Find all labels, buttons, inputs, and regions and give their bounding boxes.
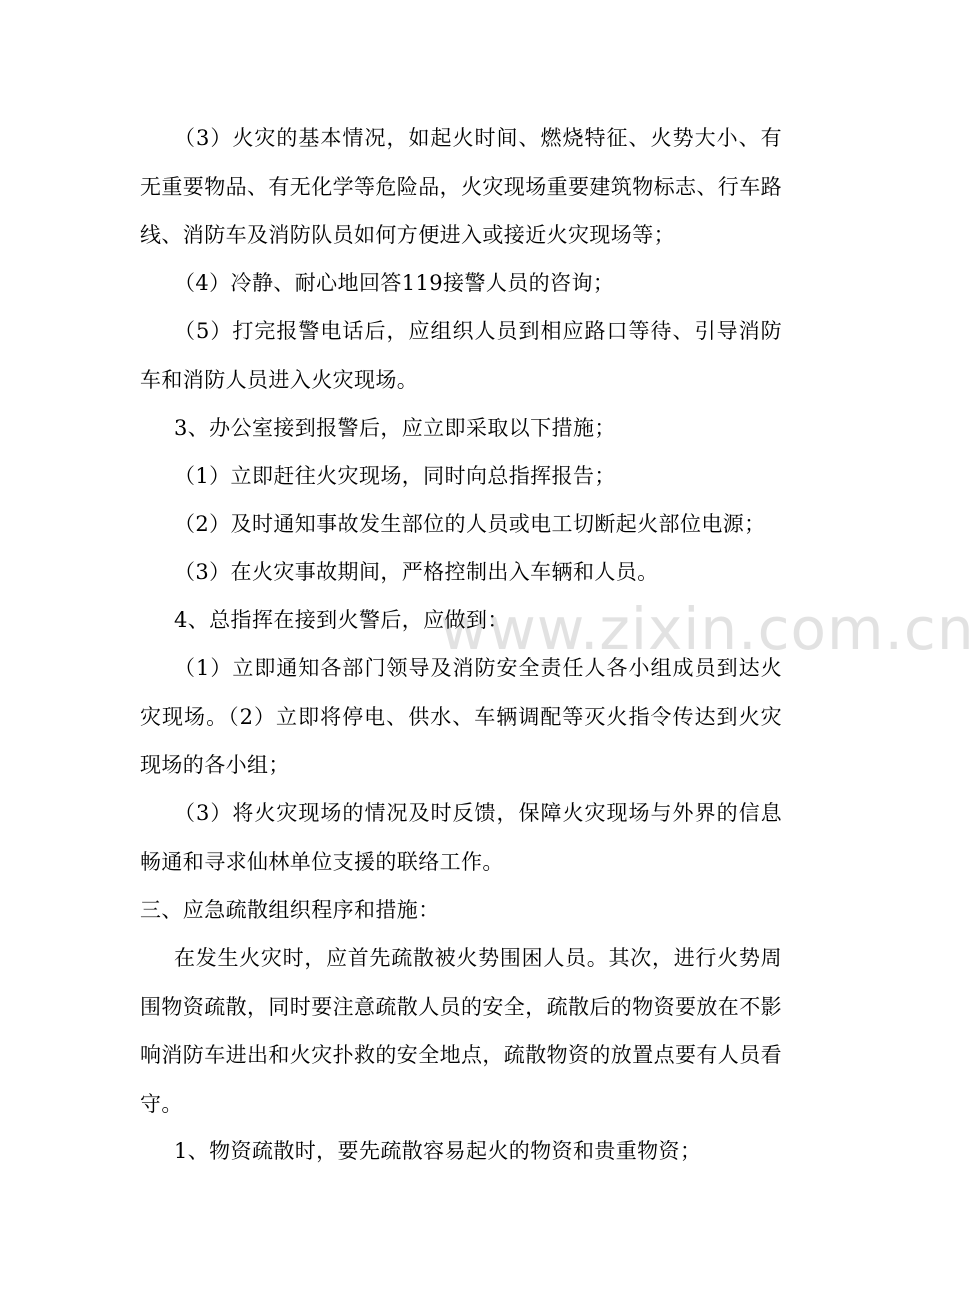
paragraph-cut-power: （2）及时通知事故发生部位的人员或电工切断起火部位电源；: [174, 512, 766, 536]
paragraph-answer-inquiry: （4）冷静、耐心地回答119接警人员的咨询；: [174, 271, 615, 295]
paragraph-evacuation-principle: 在发生火灾时，应首先疏散被火势围困人员。其次，进行火势周围物资疏散，同时要注意疏散人员的安全，疏散后的物资要放在不影响消防车进出和火灾扑救的安全地点，疏散物资的放置点要有人员看守。: [140, 946, 782, 1116]
paragraph-go-to-scene: （1）立即赶往火灾现场，同时向总指挥报告；: [174, 464, 616, 488]
paragraph-commander-duties: 4、总指挥在接到火警后，应做到：: [174, 608, 509, 632]
paragraph-guide-firetruck: （5）打完报警电话后，应组织人员到相应路口等待、引导消防车和消防人员进入火灾现场。: [140, 319, 782, 392]
paragraph-materials-evacuation: 1、物资疏散时，要先疏散容易起火的物资和贵重物资；: [174, 1139, 702, 1163]
section-heading-evacuation: 三、应急疏散组织程序和措施：: [140, 898, 440, 922]
paragraph-feedback: （3）将火灾现场的情况及时反馈，保障火灾现场与外界的信息畅通和寻求仙林单位支援的联络工作。: [140, 801, 782, 874]
paragraph-control-access: （3）在火灾事故期间，严格控制出入车辆和人员。: [174, 560, 659, 584]
watermark: www.zixin.com.cn: [440, 595, 975, 663]
paragraph-office-measures: 3、办公室接到报警后，应立即采取以下措施；: [174, 416, 616, 440]
paragraph-fire-situation: （3）火灾的基本情况，如起火时间、燃烧特征、火势大小、有无重要物品、有无化学等危险品，火灾现场重要建筑物标志、行车路线、消防车及消防队员如何方便进入或接近火灾现场等；: [140, 126, 782, 247]
paragraph-notify-departments: （1）立即通知各部门领导及消防安全责任人各小组成员到达火灾现场。（2）立即将停电、供水、车辆调配等灭火指令传达到火灾现场的各小组；: [140, 656, 782, 777]
